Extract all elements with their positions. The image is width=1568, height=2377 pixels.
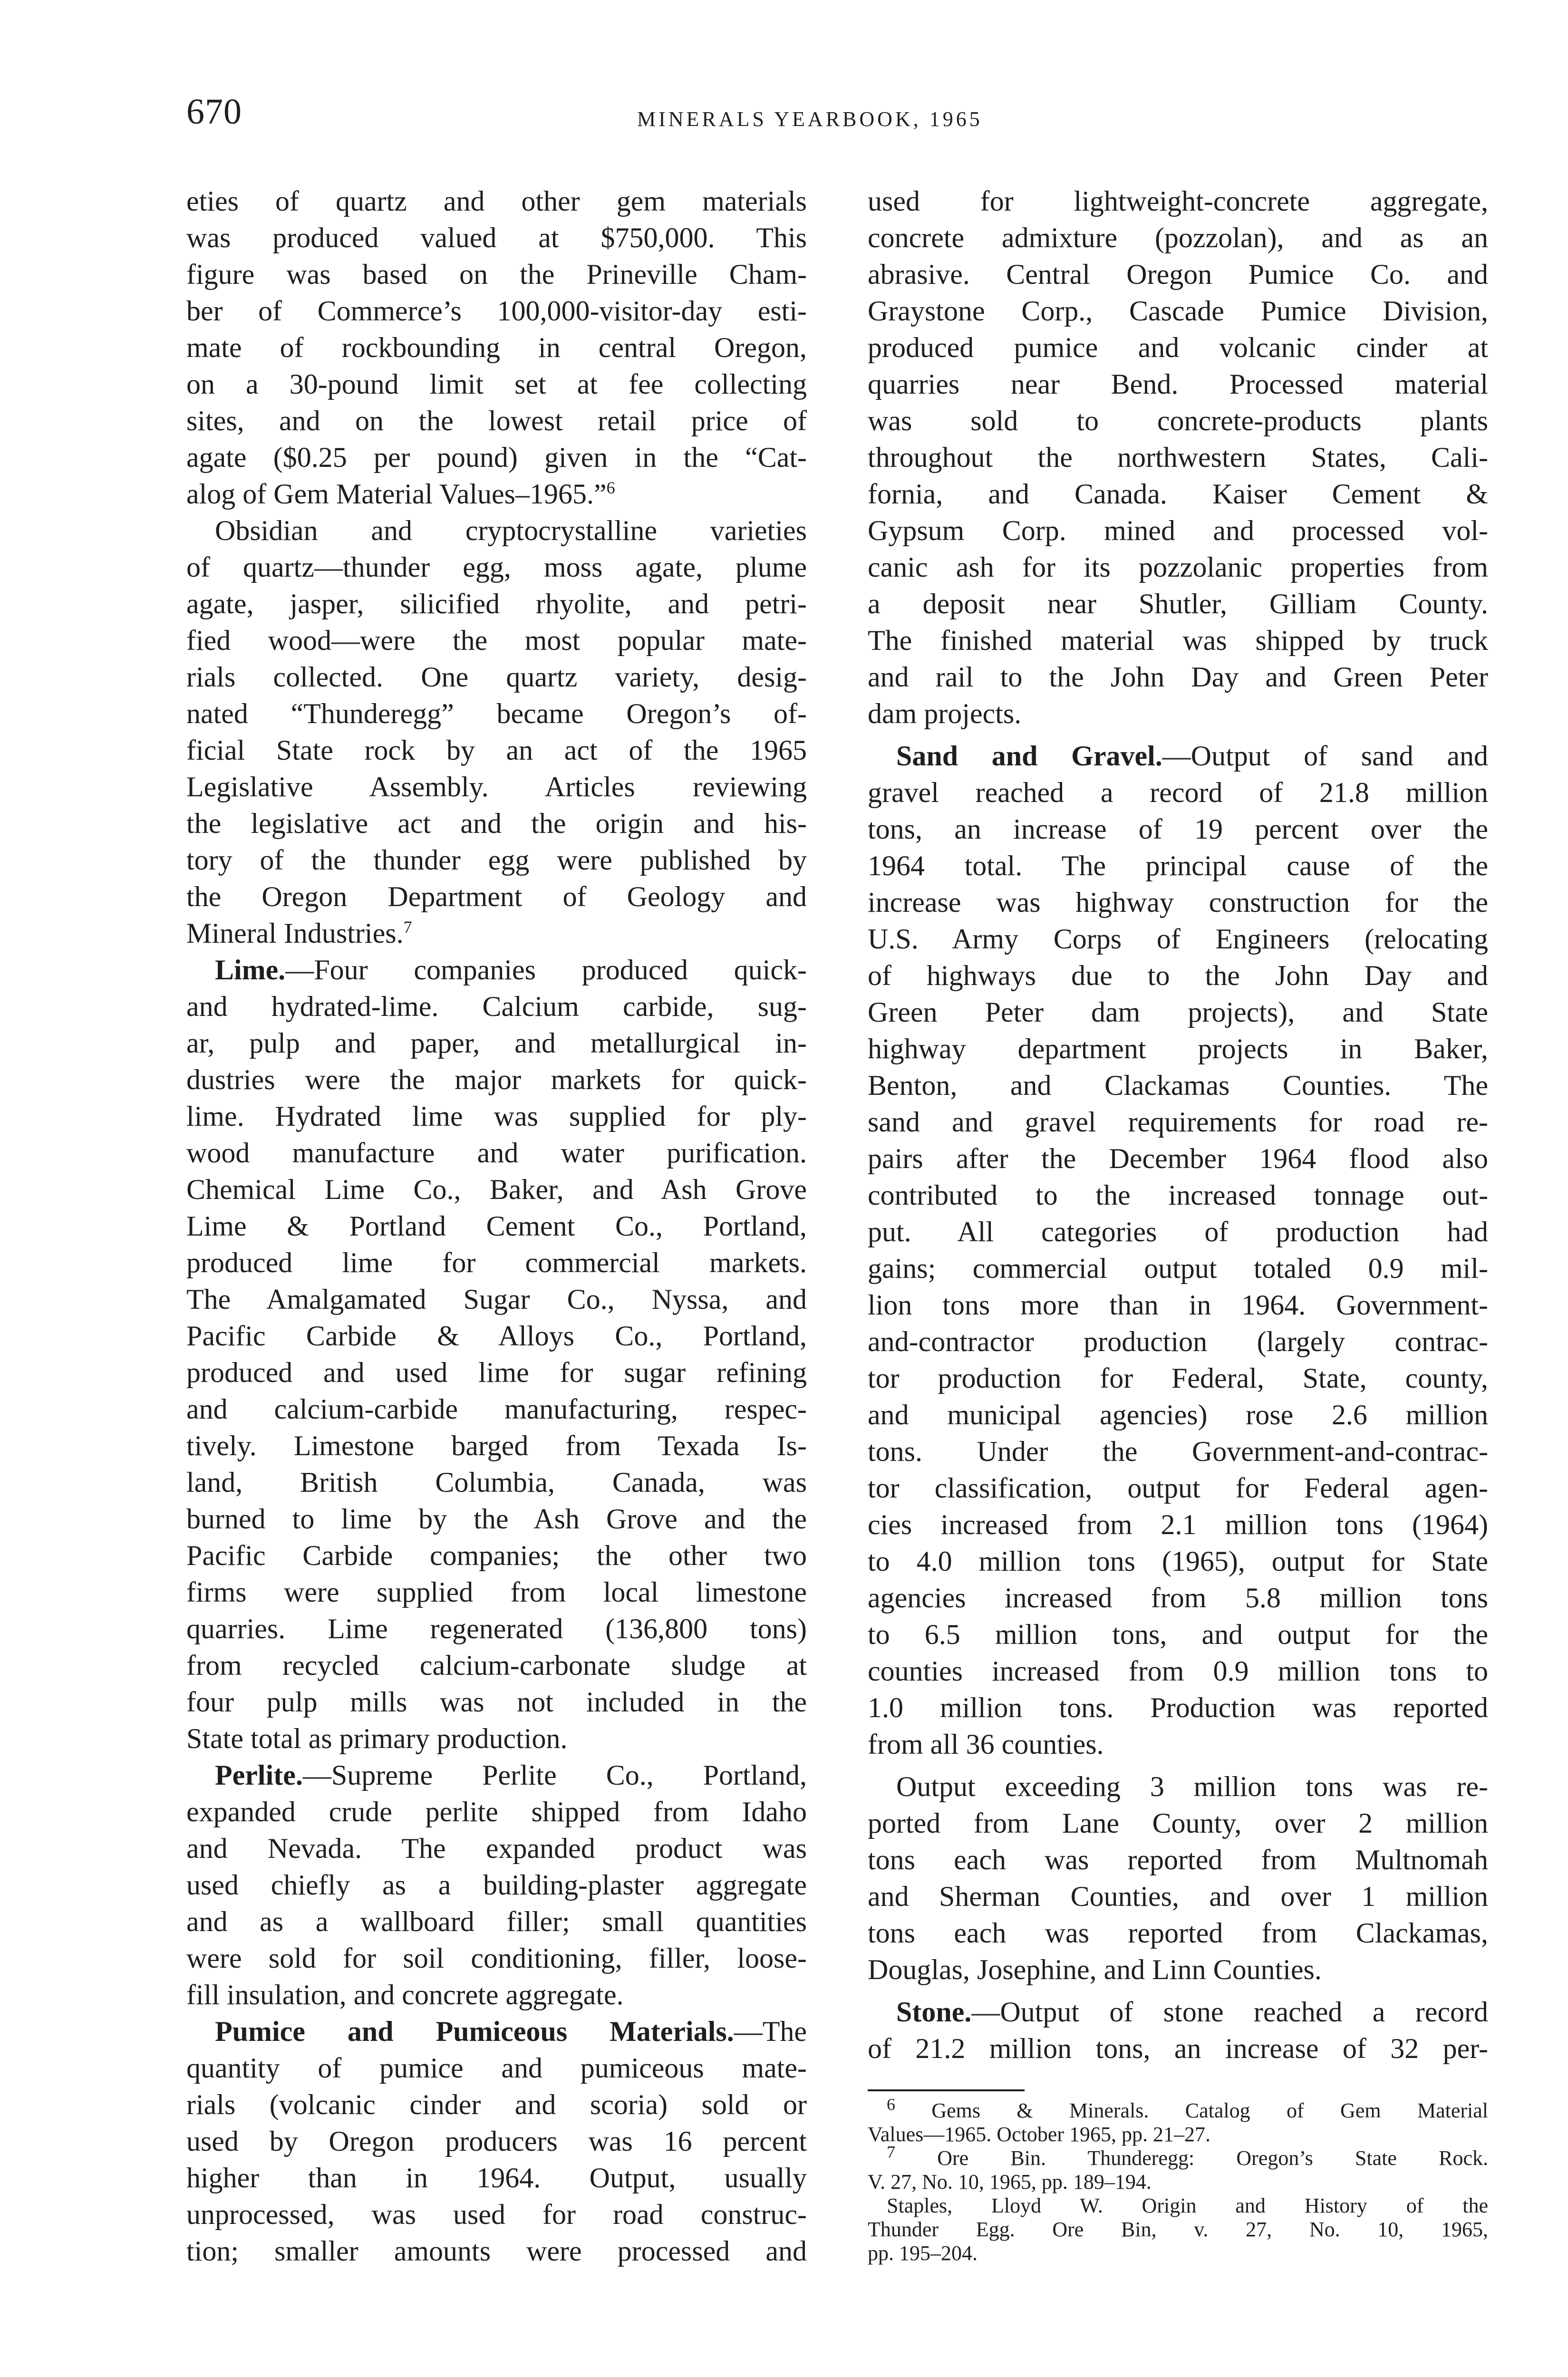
text-line [186, 1684, 807, 1720]
text-line [868, 512, 1488, 549]
line-text: used by Oregon producers was 16 percent [186, 2126, 807, 2157]
text-line [186, 1464, 807, 1501]
line-text: rials (volcanic cinder and scoria) sold or [186, 2089, 807, 2120]
text-line [868, 293, 1488, 329]
running-head: MINERALS YEARBOOK, 1965 [637, 107, 983, 131]
text-line [186, 1537, 807, 1574]
text-line [868, 659, 1488, 696]
text-line [868, 921, 1488, 957]
line-text: The finished material was shipped by truck [868, 625, 1488, 656]
line-text: Gypsum Corp. mined and processed vol- [868, 515, 1488, 546]
text-line [868, 884, 1488, 921]
text-line [186, 622, 807, 659]
text-line [868, 1177, 1488, 1214]
text-line [868, 1287, 1488, 1324]
text-line [868, 2194, 1488, 2218]
text-line [868, 1726, 1488, 1763]
text-line [186, 1574, 807, 1611]
line-text: land, British Columbia, Canada, was [186, 1467, 807, 1498]
text-line [186, 805, 807, 842]
line-text: contributed to the increased tonnage out- [868, 1179, 1488, 1211]
line-text: Gems & Minerals. Catalog of Gem Material [895, 2099, 1488, 2122]
text-line [868, 403, 1488, 439]
line-text: —The [734, 2016, 807, 2047]
text-line [186, 1757, 807, 1794]
line-text: firms were supplied from local limestone [186, 1576, 807, 1608]
text-line [186, 842, 807, 879]
text-line [186, 769, 807, 805]
line-text: dam projects. [868, 698, 1022, 729]
text-line [186, 549, 807, 586]
text-line [868, 1324, 1488, 1360]
text-line [186, 293, 807, 329]
line-text: tons each was reported from Multnomah [868, 1844, 1488, 1875]
line-text: wood manufacture and water purification. [186, 1137, 807, 1169]
page-number: 670 [186, 92, 242, 132]
line-text: agate, jasper, silicified rhyolite, and petri- [186, 588, 807, 619]
text-line [186, 1354, 807, 1391]
section-heading: Pumice and Pumiceous Materials. [215, 2016, 734, 2047]
text-line [868, 1214, 1488, 1250]
line-text: gains; commercial output totaled 0.9 mil- [868, 1253, 1488, 1284]
text-line [186, 183, 807, 220]
text-line [186, 1428, 807, 1464]
line-text: and as a wallboard filler; small quantities [186, 1906, 807, 1937]
line-text: and Sherman Counties, and over 1 million [868, 1881, 1488, 1912]
line-text: increase was highway construction for the [868, 887, 1488, 918]
text-line [868, 1616, 1488, 1653]
footnote-marker: 6 [887, 2099, 895, 2114]
line-text: abrasive. Central Oregon Pumice Co. and [868, 259, 1488, 290]
line-text: Output exceeding 3 million tons was re- [896, 1771, 1488, 1802]
line-text: ported from Lane County, over 2 million [868, 1807, 1488, 1839]
paragraph-gap [868, 1988, 1488, 1994]
section-heading: Perlite. [215, 1759, 303, 1791]
text-line [868, 2146, 1488, 2170]
text-line [186, 220, 807, 256]
text-line [186, 586, 807, 622]
line-text: —Four companies produced quick- [285, 954, 807, 986]
text-line [868, 586, 1488, 622]
line-text: Obsidian and cryptocrystalline varieties [215, 515, 807, 546]
line-text: tory of the thunder egg were published by [186, 844, 807, 876]
text-line [868, 476, 1488, 512]
line-text: alog of Gem Material Values–1965.” [186, 478, 607, 510]
text-line [186, 2233, 807, 2270]
left-column [186, 183, 807, 2270]
line-text: expanded crude perlite shipped from Idaho [186, 1796, 807, 1827]
text-line [186, 1501, 807, 1537]
line-text: Lime & Portland Cement Co., Portland, [186, 1210, 807, 1242]
text-line [186, 1098, 807, 1135]
line-text: 1.0 million tons. Production was reported [868, 1692, 1488, 1723]
text-line [868, 1543, 1488, 1580]
line-text: —Supreme Perlite Co., Portland, [302, 1759, 807, 1791]
text-line [868, 1580, 1488, 1616]
line-text: higher than in 1964. Output, usually [186, 2162, 807, 2193]
text-line [868, 1067, 1488, 1104]
text-line [868, 1507, 1488, 1543]
text-line [186, 366, 807, 403]
line-text: produced lime for commercial markets. [186, 1247, 807, 1278]
line-text: the Oregon Department of Geology and [186, 881, 807, 912]
text-line [868, 1690, 1488, 1726]
text-line [186, 1830, 807, 1867]
text-line [868, 1842, 1488, 1878]
text-line [186, 952, 807, 988]
line-text: sites, and on the lowest retail price of [186, 405, 807, 436]
line-text: tons, an increase of 19 percent over the [868, 813, 1488, 845]
text-line [186, 1025, 807, 1062]
text-line [868, 329, 1488, 366]
line-text: fied wood—were the most popular mate- [186, 625, 807, 656]
section-heading: Lime. [215, 954, 286, 986]
line-text: ber of Commerce’s 100,000-visitor-day esti- [186, 295, 807, 327]
line-text: Graystone Corp., Cascade Pumice Division, [868, 295, 1488, 327]
text-line [868, 957, 1488, 994]
line-text: State total as primary production. [186, 1723, 568, 1754]
text-line [868, 811, 1488, 848]
text-line [868, 220, 1488, 256]
line-text: and calcium-carbide manufacturing, respec- [186, 1393, 807, 1425]
line-text: U.S. Army Corps of Engineers (relocating [868, 923, 1488, 955]
line-text: rials collected. One quartz variety, desig- [186, 661, 807, 693]
line-text: fornia, and Canada. Kaiser Cement & [868, 478, 1488, 510]
text-line [868, 1397, 1488, 1433]
line-text: unprocessed, was used for road construc- [186, 2199, 807, 2230]
line-text: the legislative act and the origin and his- [186, 808, 807, 839]
text-line [868, 1768, 1488, 1805]
text-line [186, 732, 807, 769]
line-text: mate of rockbounding in central Oregon, [186, 332, 807, 363]
text-line [868, 1805, 1488, 1842]
text-line [186, 988, 807, 1025]
line-text: and hydrated-lime. Calcium carbide, sug- [186, 991, 807, 1022]
line-text: V. 27, No. 10, 1965, pp. 189–194. [868, 2170, 1152, 2193]
line-text: tor classification, output for Federal agen- [868, 1472, 1488, 1504]
line-text: were sold for soil conditioning, filler, loose- [186, 1942, 807, 1974]
text-line [186, 696, 807, 732]
line-text: Staples, Lloyd W. Origin and History of the [887, 2194, 1488, 2217]
text-line [186, 879, 807, 915]
line-text: quantity of pumice and pumiceous mate- [186, 2052, 807, 2084]
text-line [868, 2123, 1488, 2146]
line-text: —Output of stone reached a record [971, 1996, 1488, 2028]
right-column [868, 183, 1488, 2067]
line-text: Ore Bin. Thunderegg: Oregon’s State Rock. [895, 2146, 1488, 2170]
line-text: highway department projects in Baker, [868, 1033, 1488, 1064]
line-text: burned to lime by the Ash Grove and the [186, 1503, 807, 1535]
line-text: Benton, and Clackamas Counties. The [868, 1070, 1488, 1101]
text-line [868, 994, 1488, 1031]
line-text: from all 36 counties. [868, 1729, 1104, 1760]
line-text: pp. 195–204. [868, 2242, 978, 2265]
text-line [868, 1104, 1488, 1140]
line-text: put. All categories of production had [868, 1216, 1488, 1247]
line-text: of quartz—thunder egg, moss agate, plume [186, 551, 807, 583]
line-text: of 21.2 million tons, an increase of 32 per- [868, 2033, 1488, 2064]
text-line [868, 256, 1488, 293]
line-text: ficial State rock by an act of the 1965 [186, 734, 807, 766]
footnote-reference: 6 [606, 478, 615, 497]
line-text: Douglas, Josephine, and Linn Counties. [868, 1954, 1322, 1985]
section-heading: Sand and Gravel. [896, 740, 1162, 772]
line-text: a deposit near Shutler, Gilliam County. [868, 588, 1488, 619]
text-line [186, 1062, 807, 1098]
paragraph-gap [868, 1763, 1488, 1768]
line-text: to 6.5 million tons, and output for the [868, 1619, 1488, 1650]
line-text: The Amalgamated Sugar Co., Nyssa, and [186, 1284, 807, 1315]
line-text: ar, pulp and paper, and metallurgical in- [186, 1027, 807, 1059]
line-text: and-contractor production (largely contrac- [868, 1326, 1488, 1357]
line-text: was produced valued at $750,000. This [186, 222, 807, 253]
footnote-reference: 7 [403, 918, 412, 937]
footnote-rule [868, 2089, 1025, 2091]
line-text: Chemical Lime Co., Baker, and Ash Grove [186, 1174, 807, 1205]
text-line [868, 2170, 1488, 2194]
line-text: tons. Under the Government-and-contrac- [868, 1436, 1488, 1467]
text-line [186, 512, 807, 549]
text-line [868, 439, 1488, 476]
line-text: 1964 total. The principal cause of the [868, 850, 1488, 881]
line-text: Values—1965. October 1965, pp. 21–27. [868, 2123, 1211, 2146]
text-line [868, 1952, 1488, 1988]
line-text: gravel reached a record of 21.8 million [868, 777, 1488, 808]
text-line [868, 183, 1488, 220]
line-text: Mineral Industries. [186, 918, 404, 949]
line-text: pairs after the December 1964 flood also [868, 1143, 1488, 1174]
line-text: eties of quartz and other gem materials [186, 185, 807, 217]
text-line [186, 1245, 807, 1281]
line-text: cies increased from 2.1 million tons (1964) [868, 1509, 1488, 1540]
text-line [868, 1878, 1488, 1915]
text-line [186, 2013, 807, 2050]
line-text: Thunder Egg. Ore Bin, v. 27, No. 10, 1965, [868, 2218, 1488, 2241]
text-line [186, 1171, 807, 1208]
text-line [868, 1433, 1488, 1470]
text-line [186, 1318, 807, 1354]
text-line [868, 1140, 1488, 1177]
line-text: figure was based on the Prineville Cham- [186, 259, 807, 290]
text-line [868, 1653, 1488, 1690]
line-text: produced and used lime for sugar refining [186, 1357, 807, 1388]
text-line [186, 1208, 807, 1245]
line-text: agencies increased from 5.8 million tons [868, 1582, 1488, 1614]
line-text: lion tons more than in 1964. Government- [868, 1289, 1488, 1321]
line-text: throughout the northwestern States, Cali- [868, 442, 1488, 473]
text-line [186, 1647, 807, 1684]
line-text: was sold to concrete-products plants [868, 405, 1488, 436]
text-line [868, 1360, 1488, 1397]
line-text: canic ash for its pozzolanic properties from [868, 551, 1488, 583]
line-text: of highways due to the John Day and [868, 960, 1488, 991]
text-line [868, 2218, 1488, 2242]
text-line [868, 2099, 1488, 2123]
footnote-marker: 7 [887, 2146, 895, 2162]
line-text: used for lightweight-concrete aggregate, [868, 185, 1488, 217]
text-line [186, 1135, 807, 1171]
line-text: Pacific Carbide companies; the other two [186, 1540, 807, 1571]
text-line [186, 1611, 807, 1647]
text-line [186, 476, 807, 512]
text-line [868, 1470, 1488, 1507]
text-line [186, 1794, 807, 1830]
text-line [868, 1031, 1488, 1067]
line-text: produced pumice and volcanic cinder at [868, 332, 1488, 363]
section-heading: Stone. [896, 1996, 972, 2028]
text-line [186, 256, 807, 293]
line-text: concrete admixture (pozzolan), and as an [868, 222, 1488, 253]
line-text: tor production for Federal, State, county, [868, 1362, 1488, 1394]
text-line [186, 1977, 807, 2013]
text-line [868, 1915, 1488, 1952]
line-text: agate ($0.25 per pound) given in the “Cat- [186, 442, 807, 473]
line-text: quarries near Bend. Processed material [868, 368, 1488, 400]
text-line [186, 439, 807, 476]
line-text: and Nevada. The expanded product was [186, 1833, 807, 1864]
line-text: —Output of sand and [1162, 740, 1488, 772]
line-text: Pacific Carbide & Alloys Co., Portland, [186, 1320, 807, 1352]
text-line [186, 2123, 807, 2160]
text-line [868, 696, 1488, 732]
text-line [186, 915, 807, 952]
text-line [186, 2196, 807, 2233]
text-line [868, 738, 1488, 774]
text-line [186, 1720, 807, 1757]
line-text: tively. Limestone barged from Texada Is- [186, 1430, 807, 1461]
text-line [186, 659, 807, 696]
text-line [186, 329, 807, 366]
text-line [868, 848, 1488, 884]
line-text: used chiefly as a building-plaster aggregate [186, 1869, 807, 1901]
text-line [868, 1250, 1488, 1287]
line-text: tion; smaller amounts were processed and [186, 2235, 807, 2267]
text-line [868, 2242, 1488, 2265]
text-line [186, 2050, 807, 2087]
text-line [868, 774, 1488, 811]
line-text: lime. Hydrated lime was supplied for ply- [186, 1101, 807, 1132]
text-line [868, 366, 1488, 403]
text-line [186, 1281, 807, 1318]
text-line [186, 1940, 807, 1977]
text-line [186, 1904, 807, 1940]
paragraph-gap [868, 732, 1488, 738]
text-line [186, 2087, 807, 2123]
line-text: sand and gravel requirements for road re- [868, 1106, 1488, 1138]
line-text: tons each was reported from Clackamas, [868, 1917, 1488, 1949]
line-text: nated “Thunderegg” became Oregon’s of- [186, 698, 807, 729]
line-text: counties increased from 0.9 million tons to [868, 1655, 1488, 1687]
line-text: on a 30-pound limit set at fee collecting [186, 368, 807, 400]
text-line [868, 549, 1488, 586]
line-text: Green Peter dam projects), and State [868, 996, 1488, 1028]
text-line [868, 2030, 1488, 2067]
text-line [868, 622, 1488, 659]
line-text: from recycled calcium-carbonate sludge at [186, 1650, 807, 1681]
line-text: to 4.0 million tons (1965), output for State [868, 1546, 1488, 1577]
text-line [186, 1391, 807, 1428]
text-line [186, 403, 807, 439]
line-text: fill insulation, and concrete aggregate. [186, 1979, 624, 2010]
line-text: four pulp mills was not included in the [186, 1686, 807, 1718]
line-text: dustries were the major markets for quick- [186, 1064, 807, 1095]
line-text: quarries. Lime regenerated (136,800 tons) [186, 1613, 807, 1644]
text-line [186, 1867, 807, 1904]
line-text: and rail to the John Day and Green Peter [868, 661, 1488, 693]
text-line [868, 1994, 1488, 2030]
line-text: and municipal agencies) rose 2.6 million [868, 1399, 1488, 1430]
text-line [186, 2160, 807, 2196]
line-text: Legislative Assembly. Articles reviewing [186, 771, 807, 802]
footnotes [868, 2099, 1488, 2265]
